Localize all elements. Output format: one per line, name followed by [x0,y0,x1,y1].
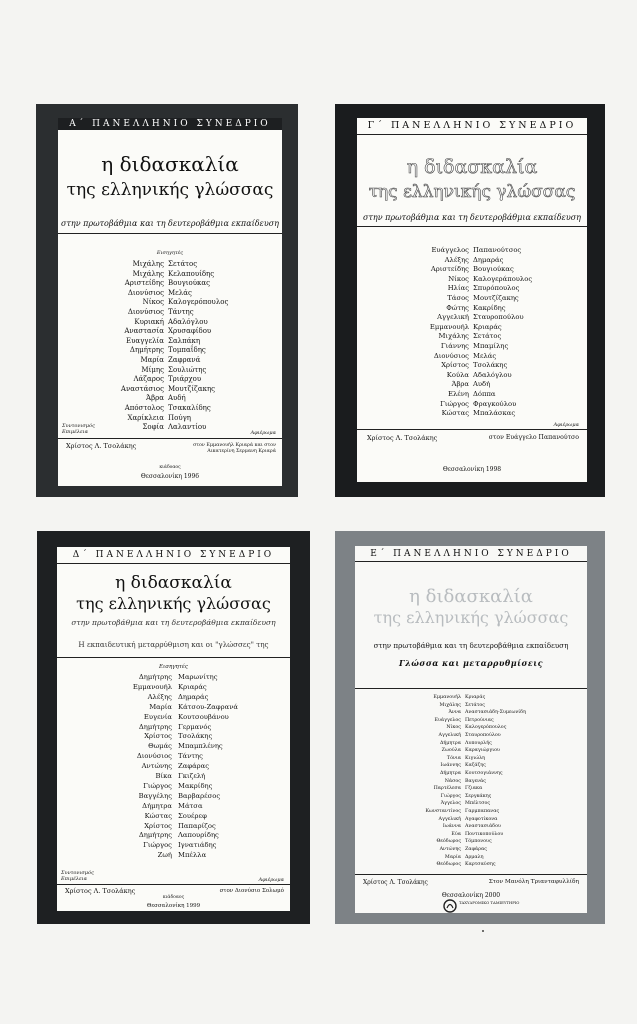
cover-3 [37,531,310,924]
cover-4-speakers [355,694,587,874]
cover-3-subtitle2: Η εκπαιδευτική μεταρρύθμιση και οι "γλώσσες" της [78,640,269,649]
cover-1 [36,104,298,497]
speaker-row: Διονύσιος Μελάς [433,351,497,360]
speaker-row: Μίμης Σουλιώτης [141,365,207,374]
cover-3-title-line1: η διδασκαλία [115,573,232,593]
speaker-row: Άβρα Αυδή [451,380,491,389]
speaker-row: Αριστείδης Βουγιούκας [430,265,514,274]
cover-1-dedication-label: Αφιέρωμα [250,430,276,436]
speaker-row: Ευάγγελος Παπανούτσος [431,246,522,254]
cover-3-dedication: στον Διονύσιο Σολωμό [219,888,284,894]
speaker-row: Τάσος Μουτζίζακης [447,294,519,302]
stray-mark [482,930,484,932]
cover-2-rule-bottom [357,429,587,430]
cover-3-dedication-label: Αφιέρωμα [258,877,284,883]
speaker-row: Δήμητρα Λυπουρλής [439,740,492,746]
cover-1-coordination: Συντονισμός Επιμέλεια [62,423,95,435]
speaker-row: Παρτέλεσα Γζιακα [433,786,483,792]
speaker-row: Αλέξης Δημαράς [147,692,209,701]
speaker-row: Λάζαρος Τριάρχου [133,375,202,384]
speaker-row: Άβρα Αυδή [146,394,186,403]
speaker-row: Δήμητρα Κουτσογιάννης [439,771,503,776]
speaker-row: Αλέξης Δημαράς [444,255,504,264]
cover-4 [335,531,605,924]
speaker-row: Δημήτρης Γερμανός [138,722,212,731]
cover-3-city-year: Θεσσαλονίκη 1999 [146,903,201,909]
cover-2 [335,104,605,497]
cover-2-title-line2: της ελληνικής γλώσσας [368,182,576,202]
speaker-row: Άννα Αναστασιάδη-Συμεωνίδη [448,710,526,716]
publisher-logo-icon [443,899,457,913]
speaker-row: Ευγενία Κουτσουβάνου [143,712,229,721]
cover-4-city-year: Θεσσαλονίκη 2000 [441,892,501,899]
cover-2-dedication: στον Ευάγγελο Παπανούτσο [488,434,579,441]
cover-4-title-line1: η διδασκαλία [409,586,533,607]
speaker-row: Ευαγγελία Σαλπάκη [126,336,201,345]
speaker-row: Ζωούλα Καραγιώργιου [441,748,500,754]
cover-3-speakers [57,673,290,863]
speaker-row: Θωμάς Μπαμπλένης [148,742,223,751]
speaker-row: Αγγελική Σταυροπούλου [438,733,501,738]
speaker-row: Κυριακή Αδαλόγλου [134,317,208,326]
speaker-row: Ευάγγελος Πετρούνιας [434,717,494,723]
speaker-row: Γιώργος Μακρίδης [143,781,213,790]
cover-4-page [355,546,587,913]
speaker-row: Μαρία Δρμαλη [444,854,484,860]
speaker-row: Κωνσταντίνος Γαρμπαπανας [425,809,500,814]
speaker-row: Νάσος Βαγενάς [444,778,486,784]
speaker-row: Δήμητρα Μάτσα [142,801,203,810]
speaker-row: Αγγελική Σταυροπούλου [437,313,524,322]
cover-2-title-line1: η διδασκαλία [406,156,538,178]
cover-3-conference: Δ΄ ΠΑΝΕΛΛΗΝΙΟ ΣΥΝΕΔΡΙΟ [72,550,275,560]
speaker-row: Κώστας Μπαλάσκας [441,409,516,418]
speaker-row: Ζωή Μπέλλα [157,851,207,860]
cover-2-speakers [357,246,587,426]
speaker-row: Ελένη Δόππα [448,390,496,398]
cover-3-title-line2: της ελληνικής γλώσσας [76,594,271,613]
cover-3-coordination: Συντονισμός Επιμέλεια [61,870,94,882]
cover-4-title-line2: της ελληνικής γλώσσας [373,608,569,627]
speaker-row: Θεόδωρος Καρτσαύσης [436,862,496,868]
speaker-row: Ιωάννα Αναστασιάδου [442,824,501,830]
speaker-row: Άγγελος Μπέλτσος [440,801,491,807]
cover-4-subtitle: στην πρωτοβάθμια και τη δευτεροβάθμια εκπαίδευση [373,641,569,650]
cover-1-title-line2: της ελληνικής γλώσσας [66,180,274,200]
speaker-row: Δημήτρης Μαρωνίτης [138,673,218,681]
speaker-row: Μιχάλης Κελαπουίδης [132,269,215,278]
cover-1-conference: Α΄ ΠΑΝΕΛΛΗΝΙΟ ΣΥΝΕΔΡΙΟ [58,118,282,130]
speaker-row: Δημήτρης Λαπουρίδης [138,831,219,840]
speaker-row: Απόστολος Τσακαλίδης [124,404,211,412]
speaker-row: Εύα Ποντικοπούλου [451,831,504,837]
speaker-row: Γιάννης Μπαμίλης [440,342,509,350]
cover-3-editor: Χρίστος Λ. Τσολάκης [65,887,136,895]
cover-3-speakers-label: Εισηγητές [159,664,188,670]
cover-1-page [58,118,282,486]
speaker-row: Χρίστος Παπαρίζος [144,821,216,830]
cover-4-conference: Ε΄ ΠΑΝΕΛΛΗΝΙΟ ΣΥΝΕΔΡΙΟ [370,549,572,559]
speaker-row: Νίκος Καλογεράπουλος [448,274,533,283]
speaker-row: Κούλα Αδαλόγλου [446,370,512,379]
cover-3-subtitle: στην πρωτοβάθμια και τη δευτεροβάθμια εκπαίδευση [71,618,276,627]
speaker-row: Διονύσιος Μελάς [127,288,192,297]
cover-4-rule-bottom [355,874,587,875]
cover-1-title-line1: η διδασκαλία [101,152,239,176]
speaker-row: Γιώργος Σεργκάκης [440,793,492,799]
speaker-row: Εμμανουήλ Κριαράς [429,322,502,331]
speaker-row: Μιχάλης Σετάτος [438,332,502,341]
speaker-row: Διονύσιος Τάντης [127,308,194,316]
speaker-row: Αναστασία Χρυσαφίδου [124,327,212,336]
cover-3-rule-top1 [57,563,290,564]
speaker-row: Γιώργος Φραγκούλου [440,399,517,408]
cover-3-publisher: κιάδοαος [162,895,185,900]
cover-1-subtitle: στην πρωτοβάθμια και τη δευτεροβάθμια εκπαίδευση [61,219,279,228]
cover-3-rule-top2 [57,657,290,658]
cover-3-page [57,547,290,911]
cover-4-rule-top2 [355,688,587,689]
speaker-row: Αγγελική Αγαφοτίκονα [438,816,498,822]
speaker-row: Ιωάννης Καζάζης [440,763,486,769]
speaker-row: Βαγγέλης Βαρβαρέσος [138,791,221,800]
cover-1-editor: Χρίστος Λ. Τσολάκης [66,442,137,450]
cover-2-subtitle: στην πρωτοβάθμια και τη δευτεροβάθμια εκπαίδευση [363,213,581,222]
speaker-row: Χαρίκλεια Πούγη [127,413,191,422]
speaker-row: Χρίστος Τσολάκης [441,361,508,370]
speaker-row: Μαρία Ζαφρανά [140,356,201,364]
speaker-row: Αντώνης Ζαφάρας [439,847,487,852]
cover-2-conference: Γ΄ ΠΑΝΕΛΛΗΝΙΟ ΣΥΝΕΔΡΙΟ [367,120,577,131]
speaker-row: Αντώνης Ζαφάρας [141,762,210,771]
cover-1-rule-bottom [58,438,282,439]
cover-3-rule-bottom [57,884,290,885]
cover-2-rule-top2 [357,226,587,227]
speaker-row: Δημήτρης Τομπαΐδης [129,346,206,355]
speaker-row: Αριστείδης Βουγιούκας [124,279,211,288]
speaker-row: Γιώργος Ιγνατιάδης [143,841,217,850]
speaker-row: Σοφία Λαλαντίου [142,423,207,432]
cover-4-publisher: ΤΑΧΥΔΡΟΜΙΚΟ ΤΑΜΙΕΥΤΗΡΙΟ [459,900,520,905]
speaker-row: Αναστάσιος Μουτζίζακης [120,384,216,393]
cover-1-publisher: κιάδοαος [159,465,181,470]
speaker-row: Εμμανουήλ Κριαράς [433,695,486,700]
cover-1-dedication: στον Εμμανουήλ Κριαρά και στον Αικατερίνη Σερμανη Κριαρά [193,443,276,454]
cover-2-dedication-label: Αφιέρωμα [553,422,579,428]
cover-1-city-year: Θεσσαλονίκη 1996 [140,473,200,480]
speaker-row: Νίκος Καλογερόπουλος [142,298,229,307]
cover-2-city-year: Θεσσαλονίκη 1998 [442,466,502,473]
speaker-row: Χρίστος Τσολάκης [144,732,213,741]
cover-4-editor: Χρίστος Λ. Τσολάκης [363,879,428,886]
speaker-row: Ηλίας Σπυρόπουλος [447,284,520,293]
speaker-row: Εμμανουήλ Κριαράς [132,682,207,691]
cover-4-dedication: Στον Μανόλη Τριανταφυλλίδη [488,879,579,885]
cover-2-rule-top1 [357,134,587,135]
speaker-row: Βίκα Γκιζελή [155,772,206,780]
speaker-row: Μιχάλης Σετάτος [439,702,485,708]
speaker-row: Μιχάλης Σετάτος [132,260,198,268]
cover-2-page [357,118,587,482]
cover-1-speakers [58,260,282,440]
speaker-row: Μαρία Κάτσου-Ζαφρανά [149,702,238,711]
speaker-row: Νίκος Καλογερόπουλος [446,725,507,731]
speaker-row: Διονύσιος Τάντης [136,752,203,761]
cover-1-rule-top [58,233,282,234]
speaker-row: Φώτης Κακρίδης [446,303,506,312]
cover-4-subtitle2: Γλώσσα και μεταρρυθμίσεις [399,658,543,668]
cover-2-editor: Χρίστος Λ. Τσολάκης [367,434,438,442]
cover-4-rule-top1 [355,561,587,562]
speaker-row: Θεόδωρος Τόμπονους [436,839,492,845]
cover-1-speakers-label: Εισηγητές [156,250,184,256]
speaker-row: Τόνια Κιγιώλη [446,755,486,761]
speaker-row: Κώστας Σουέρεφ [144,811,207,820]
